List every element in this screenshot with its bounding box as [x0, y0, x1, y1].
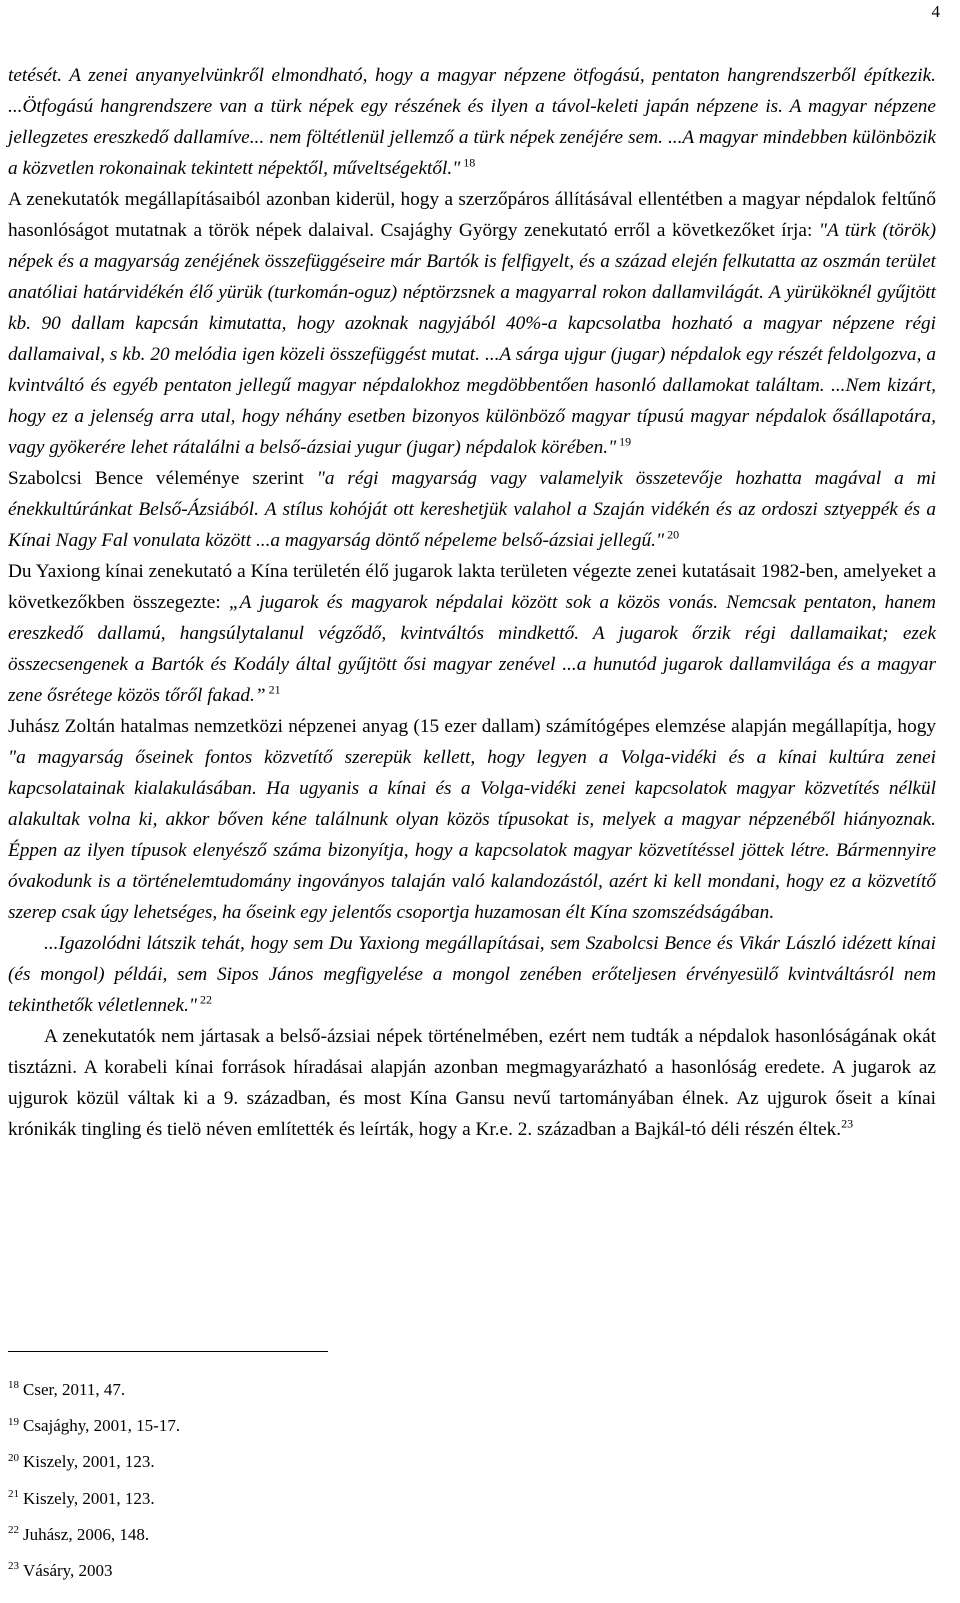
page-number: 4 [931, 2, 940, 21]
quoted-text: 90 dallam kapcsán kimutatta, hogy azoknak nagyjából 40%-a kapcsolatba hozható a magyar népzene régi dallamaival, s kb. 20 melódia igen közeli összefüggést mutat. [8, 313, 937, 365]
footnote-number: 21 [8, 1487, 19, 1500]
body-sentence: A zenekutatók megállapításaiból azonban kiderül, hogy a szerzőpáros állításával ellentétben a magyar népdalok feltűnő hasonlóságot mutatnak a török népek dalaival. Csajághy György zenekutató erről a következőket írja: [8, 189, 936, 241]
body-sentence: Szabolcsi Bence véleménye szerint [8, 468, 317, 489]
paragraph [8, 463, 936, 556]
quoted-text: „A jugarok és magyarok népdalai között sok a közös vonás. Nemcsak pentaton, hanem ereszkedő dallamú, hangsúlytalanul végződő, kvintváltós mindkettő. A jugarok őrzik régi dallamaikat; ezek összecsengenek a Bartók és Kodály által gyűjtött ősi magyar zenével ...a hunutód jugarok dallamvilága és a magyar zene ősrétege közös tőről fakad.” [8, 592, 936, 706]
footnote-number: 19 [8, 1415, 19, 1428]
footnote-item [8, 1444, 608, 1480]
footnote-text: Cser, 2011, 47. [23, 1380, 126, 1399]
footnotes [8, 1372, 608, 1589]
footnote-text: Vásáry, 2003 [23, 1561, 113, 1581]
body-sentence: Juhász Zoltán hatalmas nemzetközi népzenei anyag (15 ezer dallam) számítógépes elemzése alapján megállapítja, hogy [8, 716, 936, 737]
footnote-separator [8, 1351, 328, 1352]
footnote-text: Kiszely, 2001, 123. [23, 1452, 155, 1472]
quoted-text: tetését. [8, 65, 70, 86]
footnote-item [8, 1517, 608, 1553]
footnote-number: 22 [8, 1524, 19, 1537]
footnote-reference: 19 [616, 434, 632, 449]
footnote-reference: 20 [664, 527, 680, 542]
footnote-item [8, 1408, 608, 1444]
paragraph [8, 556, 936, 711]
quoted-text: ...Igazolódni látszik tehát, hogy sem Du Yaxiong megállapításai, sem Szabolcsi Bence és Vikár László idézett kínai (és mongol) példái, sem Sipos János megfigyelése a mongol zenében erőteljesen érvényesülő kvintváltásról nem tekinthetők véletlennek." [8, 933, 936, 1016]
footnote-number: 18 [8, 1379, 19, 1392]
body-text [8, 60, 936, 1145]
paragraph [8, 60, 936, 184]
paragraph [8, 184, 936, 463]
quoted-text: A zenei anyanyelvünkről elmondható, hogy a magyar népzene ötfogású, pentaton hangrendszerből építkezik. ...Ötfogású hangrendszere van a türk népek egy részének és ilyen a távol-keleti japán népzene is. A magyar népzene jellegzetes ereszkedő dallamíve... nem föltétlenül jellemző a türk népek zenéjére sem. ...A magyar mindebben különbözik a közvetlen rokonainak tekintett népektől, műveltségektől." [8, 65, 936, 179]
footnote-text: Juhász, 2006, 148. [23, 1524, 150, 1544]
quoted-text: ...A sárga ujgur (jugar) népdalok egy részét feldolgozva, a kvintváltó és egyéb pentaton jellegű magyar népdalokhoz megdöbbentően hasonló dallamokat találtam. ...Nem kizárt, hogy ez a jelenség arra utal, hogy néhány esetben bizonyos különböző magyar típusú magyar népdalok ősállapotára, vagy gyökerére lehet rátalálni a belső-ázsiai yugur (jugar) népdalok körében." [8, 344, 937, 458]
footnote-item [8, 1481, 608, 1517]
quoted-text: "a magyarság őseinek fontos közvetítő szerepük kellett, hogy legyen a Volga-vidéki és a kínai kultúra zenei kapcsolatainak kialakulásában. Ha ugyanis a kínai és a Volga-vidéki zenei kapcsolatok magyar közvetítés nélkül alakultak volna ki, akkor bőven kéne találnunk olyan közös típusokat is, melyek a magyar népzenéből hiányoznak. Éppen az ilyen típusok elenyésző száma bizonyítja, hogy a kapcsolatok magyar közvetítéssel jöttek létre. Bármennyire óvakodunk is a történelemtudomány ingoványos talaján való kalandozástól, azért ki kell mondani, hogy ez a közvetítő szerep csak úgy lehetséges, ha őseink egy jelentős csoportja huzamosan élt Kína szomszédságában. [8, 747, 936, 923]
quoted-text: "a régi magyarság vagy valamelyik összetevője hozhatta magával a mi énekkultúránkat Belső-Ázsiából. A stílus kohóját ott kereshetjük valahol a Szaján vidékén és az ordoszi sztyeppék és a Kínai Nagy Fal vonulata között ...a magyarság döntő népeleme belső-ázsiai jellegű." [8, 468, 936, 551]
footnote-text: Csajághy, 2001, 15-17. [23, 1416, 181, 1436]
footnote-reference: 21 [265, 682, 281, 697]
footnote-text: Kiszely, 2001, 123. [23, 1488, 155, 1508]
footnote-reference: 18 [460, 155, 476, 170]
footnote-reference: 22 [197, 992, 213, 1007]
quoted-text: "A türk (török) népek és a magyarság zenéjének összefüggéseire már Bartók is felfigyelt, és a század elején felkutatta az oszmán terület anatóliai határvidékén élő yürük (turkomán-oguz) néptörzsnek a magyarral rokon dallamvilágát. A yürüköknél gyűjtött kb. [8, 220, 936, 334]
body-sentence: Du Yaxiong kínai zenekutató a Kína területén élő jugarok lakta területen végezte zenei kutatásait 1982-ben, amelyeket a következőkben összegezte: [8, 561, 936, 613]
footnote-number: 20 [8, 1451, 19, 1464]
paragraph [8, 1021, 936, 1145]
footnote-item [8, 1372, 608, 1408]
footnote-reference: 23 [841, 1116, 854, 1131]
body-sentence: A zenekutatók nem jártasak a belső-ázsiai népek történelmében, ezért nem tudták a népdalok hasonlóságának okát tisztázni. A korabeli kínai források híradásai alapján azonban megmagyarázható a hasonlóság eredete. A jugarok az ujgurok közül váltak ki a 9. században, és most Kína Gansu nevű tartományában élnek. Az ujgurok őseit a kínai krónikák tingling és tielö néven említették és leírták, hogy a Kr.e. 2. században a Bajkál-tó déli részén éltek. [8, 1026, 936, 1140]
footnote-item [8, 1553, 608, 1589]
paragraph [8, 711, 936, 928]
paragraph [8, 928, 936, 1021]
footnote-number: 23 [8, 1560, 19, 1573]
